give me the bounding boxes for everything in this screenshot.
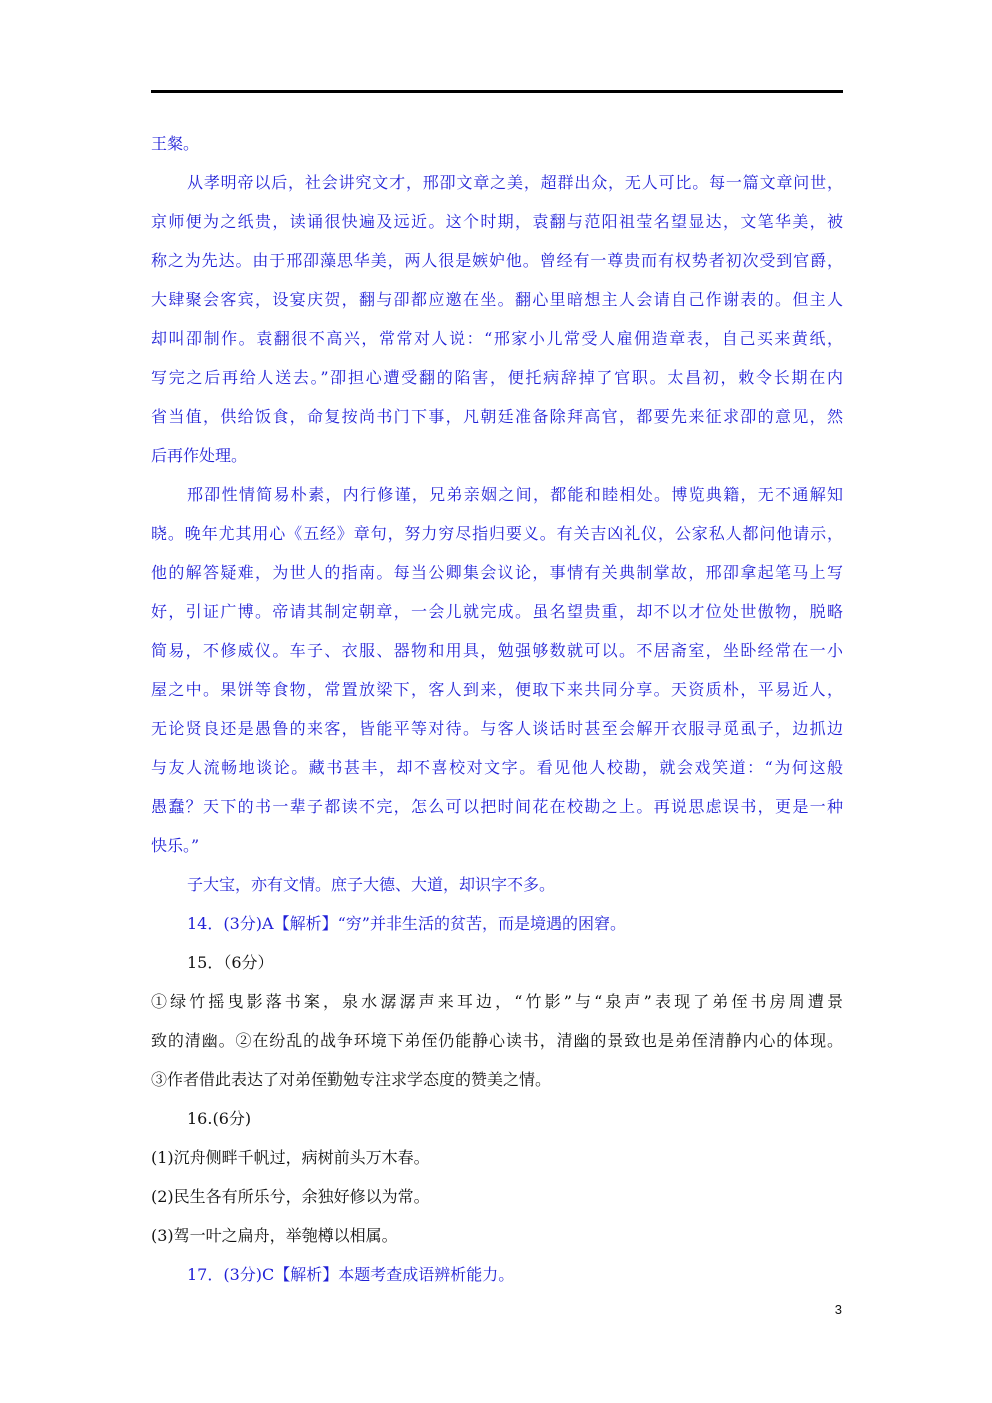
- text-line: 好，引证广博。帝请其制定朝章，一会儿就完成。虽名望贵重，却不以才位处世傲物，脱略: [151, 602, 843, 621]
- text-line: 大肆聚会客宾，设宴庆贺，翻与卲都应邀在坐。翻心里暗想主人会请自己作谢表的。但主人: [151, 290, 843, 309]
- text-line: 省当值，供给饭食，命复按尚书门下事，凡朝廷准备除拜高官，都要先来征求卲的意见，然: [151, 407, 843, 426]
- text-line: 屋之中。果饼等食物，常置放梁下，客人到来，便取下来共同分享。天资质朴，平易近人，: [151, 680, 843, 699]
- page-content: [151, 124, 843, 1294]
- text-line: 称之为先达。由于邢卲藻思华美，两人很是嫉妒他。曾经有一尊贵而有权势者初次受到官爵，: [151, 251, 843, 270]
- text-line: 愚蠢？天下的书一辈子都读不完，怎么可以把时间花在校勘之上。再说思虑误书，更是一种: [151, 797, 843, 816]
- text-line: 他的解答疑难，为世人的指南。每当公卿集会议论，事情有关典制掌故，邢卲拿起笔马上写: [151, 563, 843, 582]
- text-line: 与友人流畅地谈论。藏书甚丰，却不喜校对文字。看见他人校勘，就会戏笑道：“为何这般: [151, 758, 843, 777]
- text-line: 子大宝，亦有文情。庶子大德、大道，却识字不多。: [187, 875, 556, 894]
- answer-16-item: (1)沉舟侧畔千帆过，病树前头万木春。: [151, 1148, 430, 1167]
- text-line: 快乐。”: [151, 836, 200, 855]
- text-line: 后再作处理。: [151, 446, 248, 465]
- page-number: 3: [834, 1302, 842, 1317]
- answer-15-line: 致的清幽。②在纷乱的战争环境下弟侄仍能静心读书，清幽的景致也是弟侄清静内心的体现。: [151, 1031, 843, 1050]
- text-line: 晓。晚年尤其用心《五经》章句，努力穷尽指归要义。有关吉凶礼仪，公家私人都问他请示，: [151, 524, 843, 543]
- answer-16-item: (3)驾一叶之扁舟，举匏樽以相属。: [151, 1226, 398, 1245]
- answer-16-header: 16.(6分): [187, 1109, 252, 1128]
- text-line: 无论贤良还是愚鲁的来客，皆能平等对待。与客人谈话时甚至会解开衣服寻觅虱子，边抓边: [151, 719, 843, 738]
- text-line: 简易，不修威仪。车子、衣服、器物和用具，勉强够数就可以。不居斋室，坐卧经常在一小: [151, 641, 843, 660]
- answer-16-item: (2)民生各有所乐兮，余独好修以为常。: [151, 1187, 430, 1206]
- text-line: 却叫卲制作。袁翻很不高兴，常常对人说：“邢家小儿常受人雇佣造章表，自己买来黄纸，: [151, 329, 843, 348]
- answer-17: 17．(3分)C【解析】本题考查成语辨析能力。: [187, 1265, 515, 1284]
- answer-15-line: ①绿竹摇曳影落书案，泉水潺潺声来耳边，“竹影”与“泉声”表现了弟侄书房周遭景: [151, 992, 843, 1011]
- answer-14: 14．(3分)A【解析】“穷”并非生活的贫苦，而是境遇的困窘。: [187, 914, 626, 933]
- text-line: 写完之后再给人送去。”卲担心遭受翻的陷害，便托病辞掉了官职。太昌初，敕令长期在内: [151, 368, 843, 387]
- text-line: 从孝明帝以后，社会讲究文才，邢卲文章之美，超群出众，无人可比。每一篇文章问世，: [187, 173, 843, 192]
- text-line: 王粲。: [151, 134, 200, 153]
- text-line: 京师便为之纸贵，读诵很快遍及远近。这个时期，袁翻与范阳祖莹名望显达，文笔华美，被: [151, 212, 843, 231]
- header-rule: [151, 90, 843, 93]
- text-line: 邢卲性情简易朴素，内行修谨，兄弟亲姻之间，都能和睦相处。博览典籍，无不通解知: [187, 485, 843, 504]
- answer-15-header: 15．（6分）: [187, 953, 274, 972]
- answer-15-line: ③作者借此表达了对弟侄勤勉专注求学态度的赞美之情。: [151, 1070, 552, 1089]
